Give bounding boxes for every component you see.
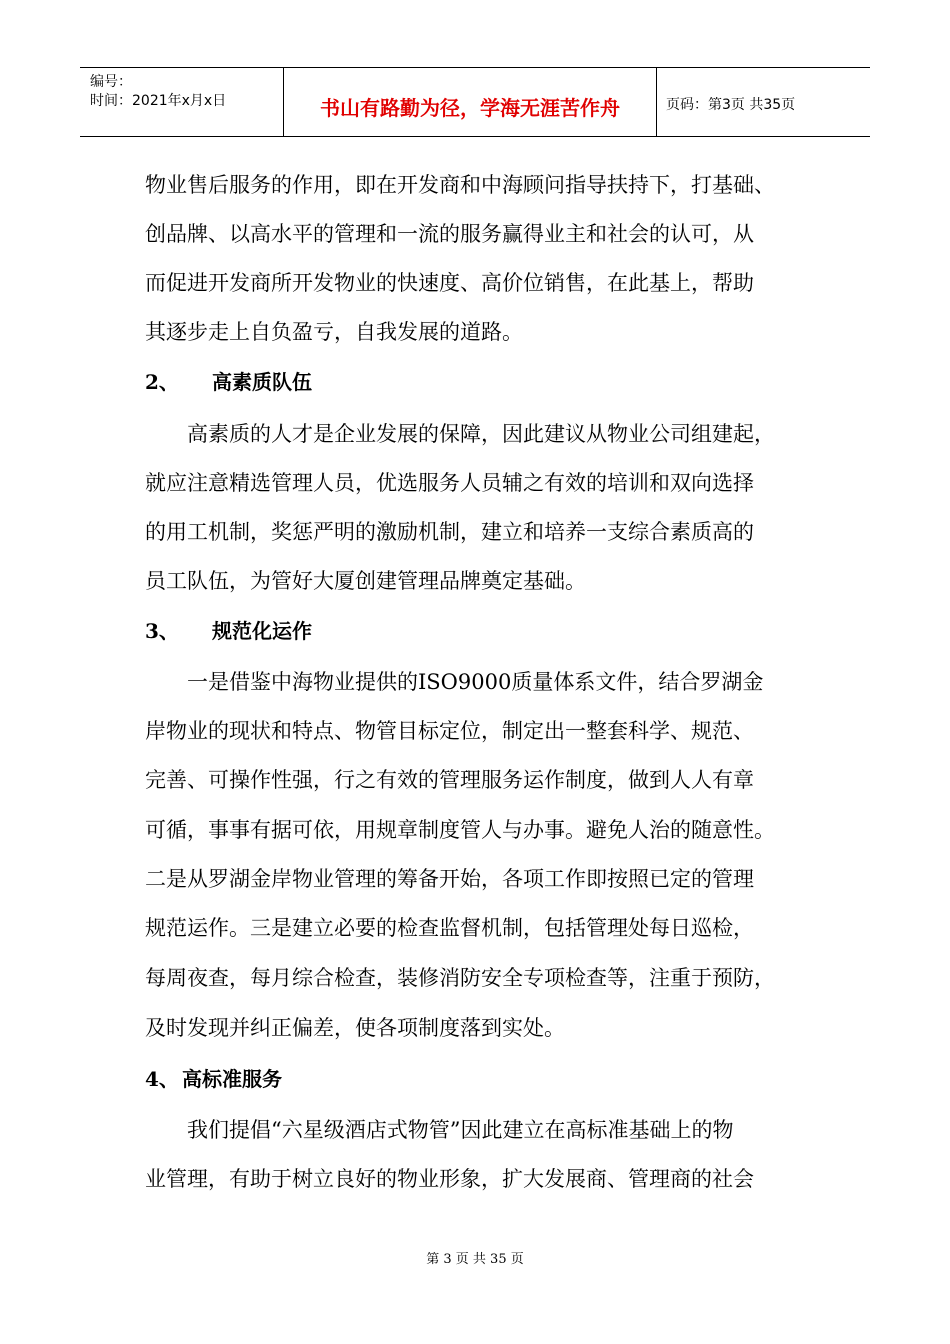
- paragraph-line: 员工队伍，为管好大厦创建管理品牌奠定基础。: [145, 569, 586, 593]
- section-heading-3-number: 3、: [145, 619, 179, 643]
- paragraph-line: 规范运作。三是建立必要的检查监督机制，包括管理处每日巡检，: [145, 916, 754, 940]
- paragraph-line: 完善、可操作性强，行之有效的管理服务运作制度，做到人人有章: [145, 768, 754, 792]
- paragraph-line: 及时发现并纠正偏差，使各项制度落到实处。: [145, 1016, 565, 1040]
- header-motto-cell: [283, 68, 657, 136]
- paragraph-line: 每周夜查，每月综合检查，装修消防安全专项检查等，注重于预防，: [145, 966, 775, 990]
- paragraph-line: 业管理，有助于树立良好的物业形象，扩大发展商、管理商的社会: [145, 1167, 754, 1191]
- paragraph-line: 可循，事事有据可依，用规章制度管人与办事。避免人治的随意性。: [145, 818, 775, 842]
- paragraph-line: 就应注意精选管理人员，优选服务人员辅之有效的培训和双向选择: [145, 471, 754, 495]
- section-heading-4-title: 高标准服务: [182, 1067, 282, 1091]
- document-number-label: 编号：: [90, 74, 132, 90]
- paragraph-line: 的用工机制，奖惩严明的激励机制，建立和培养一支综合素质高的: [145, 520, 754, 544]
- paragraph-line: 我们提倡“六星级酒店式物管”因此建立在高标准基础上的物: [187, 1118, 734, 1142]
- paragraph-line: 一是借鉴中海物业提供的ISO9000质量体系文件，结合罗湖金: [187, 670, 764, 694]
- paragraph-line: 高素质的人才是企业发展的保障，因此建议从物业公司组建起，: [187, 422, 775, 446]
- section-heading-3-title: 规范化运作: [212, 619, 312, 643]
- header-page-number: 页码：第3页 共35页: [666, 97, 796, 113]
- section-heading-2-number: 2、: [145, 370, 179, 394]
- header-info-cell: [80, 68, 283, 136]
- page-footer: 第 3 页 共 35 页: [426, 1252, 524, 1267]
- section-heading-4-number: 4、: [145, 1067, 179, 1091]
- paragraph-line: 其逐步走上自负盈亏，自我发展的道路。: [145, 320, 523, 344]
- paragraph-line: 创品牌、以高水平的管理和一流的服务赢得业主和社会的认可，从: [145, 222, 754, 246]
- paragraph-line: 而促进开发商所开发物业的快速度、高价位销售，在此基上，帮助: [145, 271, 754, 295]
- paragraph-line: 二是从罗湖金岸物业管理的筹备开始，各项工作即按照已定的管理: [145, 867, 754, 891]
- document-time-label: 时间：2021年x月x日: [90, 93, 227, 109]
- paragraph-line: 岸物业的现状和特点、物管目标定位，制定出一整套科学、规范、: [145, 719, 754, 743]
- section-heading-2-title: 高素质队伍: [212, 370, 312, 394]
- header-page-cell: [656, 68, 870, 136]
- header-motto: 书山有路勤为径，学海无涯苦作舟: [320, 96, 620, 120]
- page-header: [80, 67, 870, 137]
- paragraph-line: 物业售后服务的作用，即在开发商和中海顾问指导扶持下，打基础、: [145, 173, 775, 197]
